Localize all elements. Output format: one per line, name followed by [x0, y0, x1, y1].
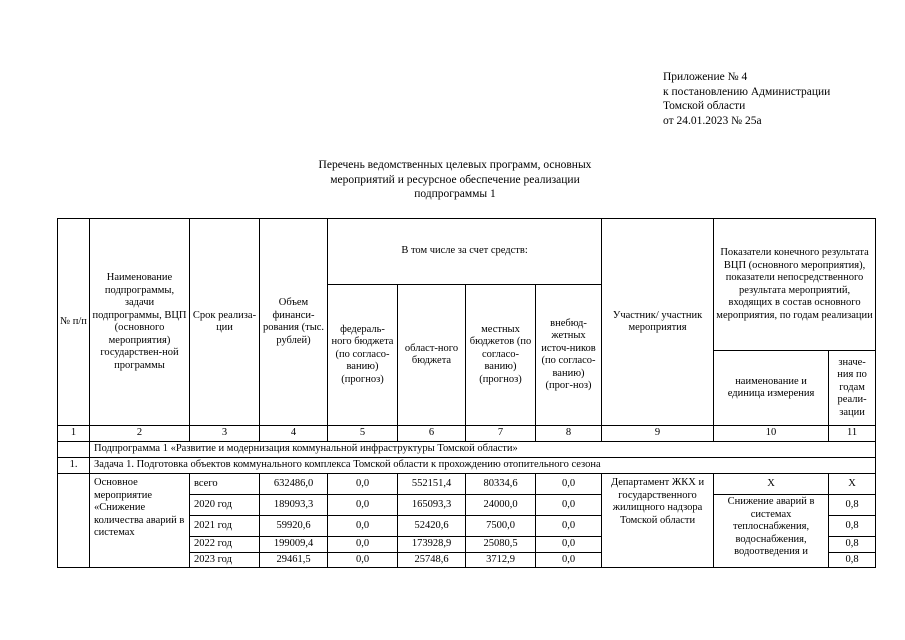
task-num: 1. — [58, 458, 90, 474]
col-number: 10 — [714, 426, 829, 442]
header-indicators: Показатели конечного результата ВЦП (основного мероприятия), показатели непосредственного результата мероприятий, входящих в состав основного мероприятия, по годам реализации — [714, 219, 876, 351]
row-offbudget: 0,0 — [536, 474, 602, 495]
row-term: 2022 год — [190, 537, 260, 553]
header-federal: федераль-ного бюджета (по согласо-ванию) (прогноз) — [328, 285, 398, 426]
header-participant: Участник/ участник мероприятия — [602, 219, 714, 426]
title-line-3: подпрограммы 1 — [414, 188, 496, 200]
row-offbudget: 0,0 — [536, 495, 602, 516]
row-offbudget: 0,0 — [536, 552, 602, 568]
col-number: 4 — [260, 426, 328, 442]
header-including: В том числе за счет средств: — [328, 219, 602, 285]
row-offbudget: 0,0 — [536, 516, 602, 537]
appendix-line-4: от 24.01.2023 № 25а — [663, 114, 762, 127]
row-term: 2021 год — [190, 516, 260, 537]
row-term: 2020 год — [190, 495, 260, 516]
header-local: местных бюджетов (по согласо-ванию) (прогноз) — [466, 285, 536, 426]
row-regional: 25748,6 — [398, 552, 466, 568]
appendix-line-2: к постановлению Администрации — [663, 85, 831, 98]
indicator-value: 0,8 — [829, 516, 876, 537]
row-regional: 173928,9 — [398, 537, 466, 553]
indicator-value: 0,8 — [829, 495, 876, 516]
activity-participant: Департамент ЖКХ и государственного жилищного надзора Томской области — [602, 474, 714, 568]
header-term: Срок реализа-ции — [190, 219, 260, 426]
header-indicator-values: значе-ния по годам реали-зации — [829, 351, 876, 426]
header-num: № п/п — [58, 219, 90, 426]
row-volume: 199009,4 — [260, 537, 328, 553]
activity-name: Основное мероприятие «Снижение количества аварий в системах — [90, 474, 190, 568]
col-number: 7 — [466, 426, 536, 442]
header-offbudget: внебюд-жетных источ-ников (по согласо-ванию) (прог-ноз) — [536, 285, 602, 426]
header-regional: област-ного бюджета — [398, 285, 466, 426]
title-line-1: Перечень ведомственных целевых программ, основных — [318, 159, 592, 171]
col-number: 8 — [536, 426, 602, 442]
appendix-line-3: Томской области — [663, 100, 746, 112]
indicator-value: 0,8 — [829, 552, 876, 568]
indicator-value: 0,8 — [829, 537, 876, 553]
row-local: 7500,0 — [466, 516, 536, 537]
col-number: 11 — [829, 426, 876, 442]
program-table — [57, 218, 876, 568]
col-number: 5 — [328, 426, 398, 442]
row-offbudget: 0,0 — [536, 537, 602, 553]
subprogram-num-cell — [58, 442, 90, 458]
row-federal: 0,0 — [328, 495, 398, 516]
task-title: Задача 1. Подготовка объектов коммунального комплекса Томской области к прохождению отопительного сезона — [90, 458, 876, 474]
row-volume: 632486,0 — [260, 474, 328, 495]
row-federal: 0,0 — [328, 537, 398, 553]
indicator-header-name: Х — [714, 474, 829, 495]
col-number: 1 — [58, 426, 90, 442]
row-local: 24000,0 — [466, 495, 536, 516]
row-federal: 0,0 — [328, 552, 398, 568]
row-term: 2023 год — [190, 552, 260, 568]
indicator-name: Снижение аварий в системах теплоснабжения, водоснабжения, водоотведения и — [714, 495, 829, 568]
row-regional: 165093,3 — [398, 495, 466, 516]
row-local: 25080,5 — [466, 537, 536, 553]
row-regional: 552151,4 — [398, 474, 466, 495]
col-number: 9 — [602, 426, 714, 442]
row-term: всего — [190, 474, 260, 495]
indicator-header-value: Х — [829, 474, 876, 495]
title-line-2: мероприятий и ресурсное обеспечение реализации — [330, 173, 580, 186]
header-name: Наименование подпрограммы, задачи подпрограммы, ВЦП (основного мероприятия) государствен-ной программы — [90, 219, 190, 426]
row-volume: 59920,6 — [260, 516, 328, 537]
header-volume: Объем финанси-рования (тыс. рублей) — [260, 219, 328, 426]
header-indicator-name: наименование и единица измерения — [714, 351, 829, 426]
row-volume: 189093,3 — [260, 495, 328, 516]
subprogram-title: Подпрограмма 1 «Развитие и модернизация коммунальной инфраструктуры Томской области» — [90, 442, 876, 458]
row-federal: 0,0 — [328, 516, 398, 537]
row-volume: 29461,5 — [260, 552, 328, 568]
row-local: 3712,9 — [466, 552, 536, 568]
col-number: 3 — [190, 426, 260, 442]
appendix-block — [663, 70, 830, 128]
document-title — [240, 158, 670, 202]
appendix-line-1: Приложение № 4 — [663, 71, 748, 83]
col-number: 2 — [90, 426, 190, 442]
row-regional: 52420,6 — [398, 516, 466, 537]
col-number: 6 — [398, 426, 466, 442]
row-local: 80334,6 — [466, 474, 536, 495]
activity-num-cell — [58, 474, 90, 568]
row-federal: 0,0 — [328, 474, 398, 495]
